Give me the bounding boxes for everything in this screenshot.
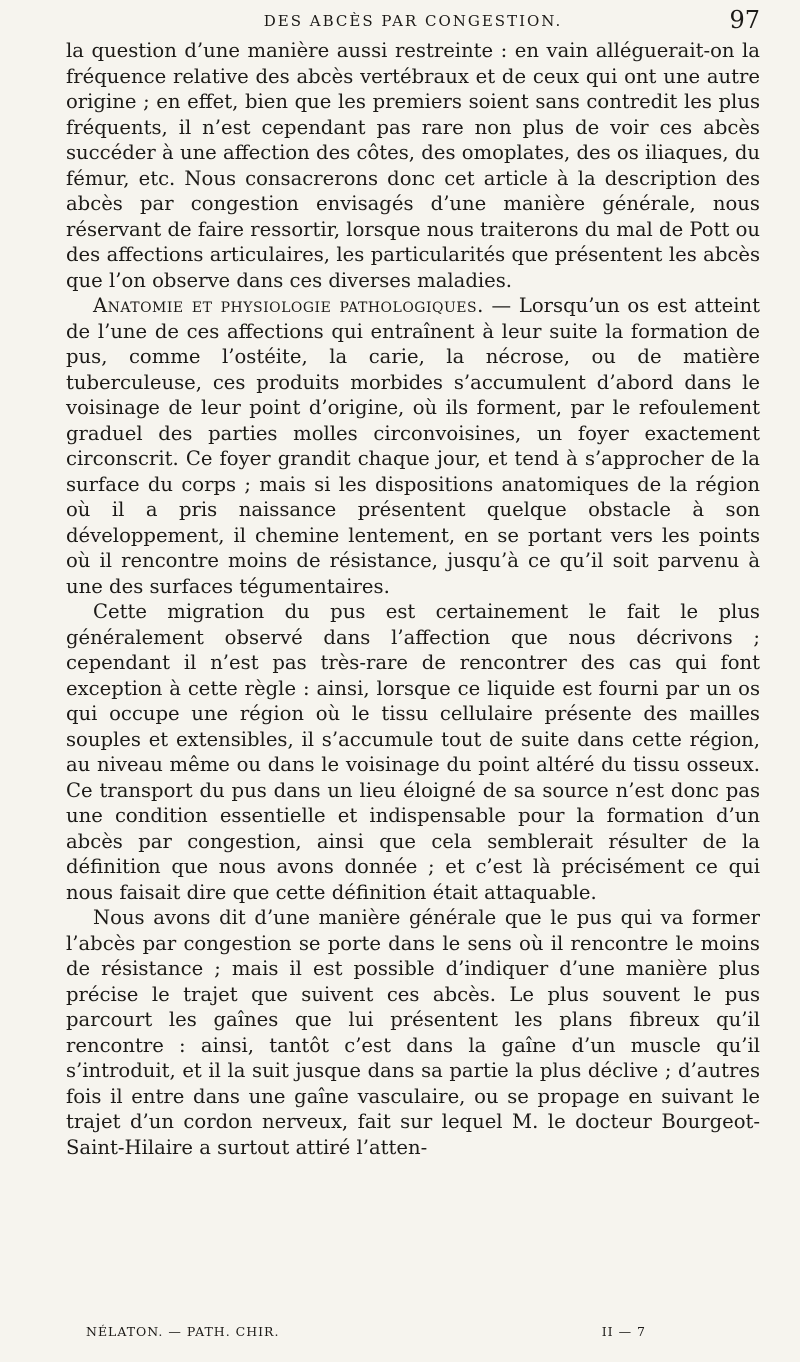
footer-sheet-mark: II — 7 bbox=[601, 1324, 646, 1339]
page-number: 97 bbox=[729, 6, 760, 34]
running-title: DES ABCÈS PAR CONGESTION. bbox=[263, 12, 563, 30]
paragraph-migration bbox=[66, 599, 760, 905]
paragraph-text: Cette migration du pus est certainement le fait le plus généralement observé dans l’affection que nous décrivons ; cependant il n’est pas très-rare de rencontrer des cas qui font exception à cette règle : ainsi, lorsque ce liquide est fourni par un os qui occupe une région où le tissu cellulaire présente des mailles souples et extensibles, il s’accumule tout de suite dans cette région, au niveau même ou dans le voisinage du point altéré du tissu osseux. Ce transport du pus dans un lieu éloigné de sa source n’est donc pas une condition essentielle et indispensable pour la formation d’un abcès par congestion, ainsi que cela semblerait résulter de la définition que nous avons donnée ; et c’est là précisément ce qui nous faisait dire que cette définition était attaquable. bbox=[66, 600, 760, 904]
paragraph-text: Nous avons dit d’une manière générale que le pus qui va former l’abcès par congestion se porte dans le sens où il rencontre le moins de résistance ; mais il est possible d’indiquer d’une manière plus précise le trajet que suivent ces abcès. Le plus souvent le pus parcourt les gaînes que lui présentent les plans fibreux qu’il rencontre : ainsi, tantôt c’est dans la gaîne d’un muscle qu’il s’introduit, et il la suit jusque dans sa partie la plus déclive ; d’autres fois il entre dans une gaîne vasculaire, ou se propage en suivant le trajet d’un cordon nerveux, fait sur lequel M. le docteur Bourgeot-Saint-Hilaire a surtout attiré l’atten- bbox=[66, 906, 760, 1159]
paragraph-anatomy bbox=[66, 293, 760, 599]
paragraph-text: la question d’une manière aussi restreinte : en vain alléguerait-on la fréquence relative des abcès vertébraux et de ceux qui ont une autre origine ; en effet, bien que les premiers soient sans contredit les plus fréquents, il n’est cependant pas rare non plus de voir ces abcès succéder à une affection des côtes, des omoplates, des os iliaques, du fémur, etc. Nous consacrerons donc cet article à la description des abcès par congestion envisagés d’une manière générale, nous réservant de faire ressortir, lorsque nous traiterons du mal de Pott ou des affections articulaires, les particularités que présentent les abcès que l’on observe dans ces diverses maladies. bbox=[66, 39, 760, 292]
page-footer bbox=[86, 1324, 646, 1346]
body-text bbox=[66, 38, 760, 1160]
paragraph-trajectory bbox=[66, 905, 760, 1160]
paragraph-continuation bbox=[66, 38, 760, 293]
paragraph-text: — Lorsqu’un os est atteint de l’une de ces affections qui entraînent à leur suite la formation de pus, comme l’ostéite, la carie, la nécrose, ou de matière tuberculeuse, ces produits morbides s’accumulent d’abord dans le voisinage de leur point d’origine, où ils forment, par le refoulement graduel des parties molles circonvoisines, un foyer exactement circonscrit. Ce foyer grandit chaque jour, et tend à s’approcher de la surface du corps ; mais si les dispositions anatomiques de la région où il a pris naissance présentent quelque obstacle à son développement, il chemine lentement, en se portant vers les points où il rencontre moins de résistance, jusqu’à ce qu’il soit parvenu à une des surfaces tégumentaires. bbox=[66, 294, 760, 598]
footer-signature: NÉLATON. — PATH. CHIR. bbox=[86, 1324, 280, 1339]
section-heading: Anatomie et physiologie pathologiques. bbox=[93, 294, 484, 317]
page-header bbox=[66, 6, 760, 38]
